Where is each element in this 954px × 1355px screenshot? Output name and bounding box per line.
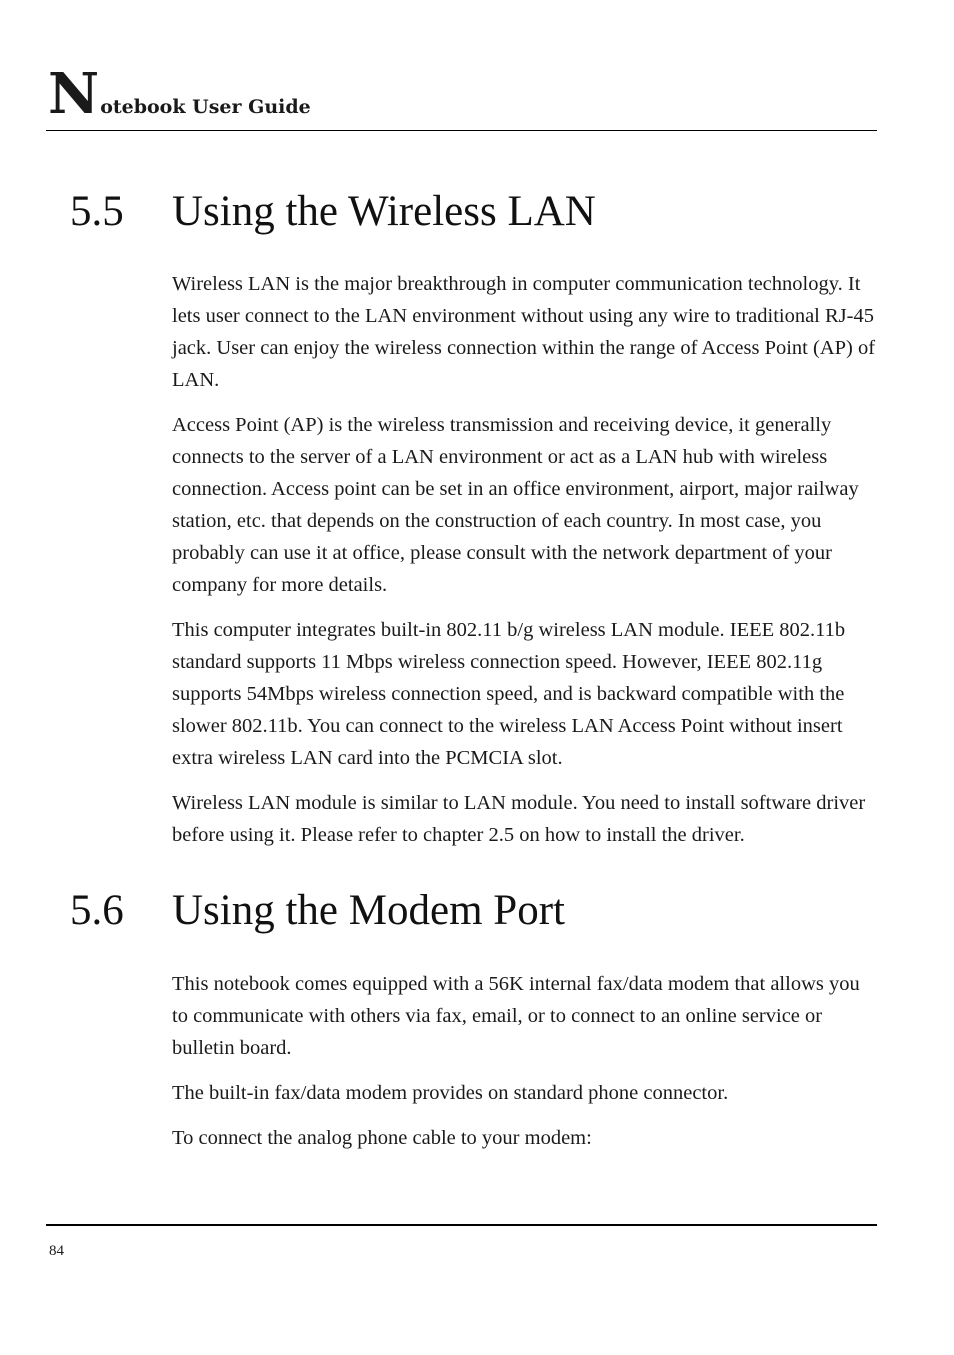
section-title: Using the Wireless LAN <box>172 188 596 235</box>
section-title: Using the Modem Port <box>172 887 565 934</box>
section-body-5-6 <box>172 968 878 1167</box>
header-initial: N <box>48 61 100 127</box>
section-heading-5-6 <box>70 886 565 935</box>
page-number: 84 <box>49 1243 64 1259</box>
section-heading-5-5 <box>70 187 596 236</box>
header-title: otebook User Guide <box>100 96 311 118</box>
running-header <box>48 61 311 127</box>
section-number: 5.5 <box>70 188 124 235</box>
paragraph: To connect the analog phone cable to your modem: <box>172 1127 592 1149</box>
footer-rule <box>46 1224 877 1226</box>
paragraph: This computer integrates built-in 802.11 b/g wireless LAN module. IEEE 802.11b standard supports 11 Mbps wireless connection speed. However, IEEE 802.11g supports 54Mbps wireless connection speed, and is backward compatible with the slower 802.11b. You can connect to the wireless LAN Access Point without insert extra wireless LAN card into the PCMCIA slot. <box>172 619 846 769</box>
section-body-5-5 <box>172 268 878 864</box>
paragraph: This notebook comes equipped with a 56K internal fax/data modem that allows you to communicate with others via fax, email, or to connect to an online service or bulletin board. <box>172 973 860 1059</box>
section-number: 5.6 <box>70 887 124 934</box>
paragraph: The built-in fax/data modem provides on standard phone connector. <box>172 1082 729 1104</box>
header-rule <box>46 130 877 131</box>
paragraph: Wireless LAN module is similar to LAN module. You need to install software driver before using it. Please refer to chapter 2.5 on how to install the driver. <box>172 792 866 846</box>
paragraph: Access Point (AP) is the wireless transmission and receiving device, it generally connects to the server of a LAN environment or act as a LAN hub with wireless connection. Access point can be set in an office environment, airport, major railway station, etc. that depends on the construction of each country. In most case, you probably can use it at office, please consult with the network department of your company for more details. <box>172 414 859 596</box>
paragraph: Wireless LAN is the major breakthrough in computer communication technology. It lets user connect to the LAN environment without using any wire to traditional RJ-45 jack. User can enjoy the wireless connection within the range of Access Point (AP) of LAN. <box>172 273 876 391</box>
